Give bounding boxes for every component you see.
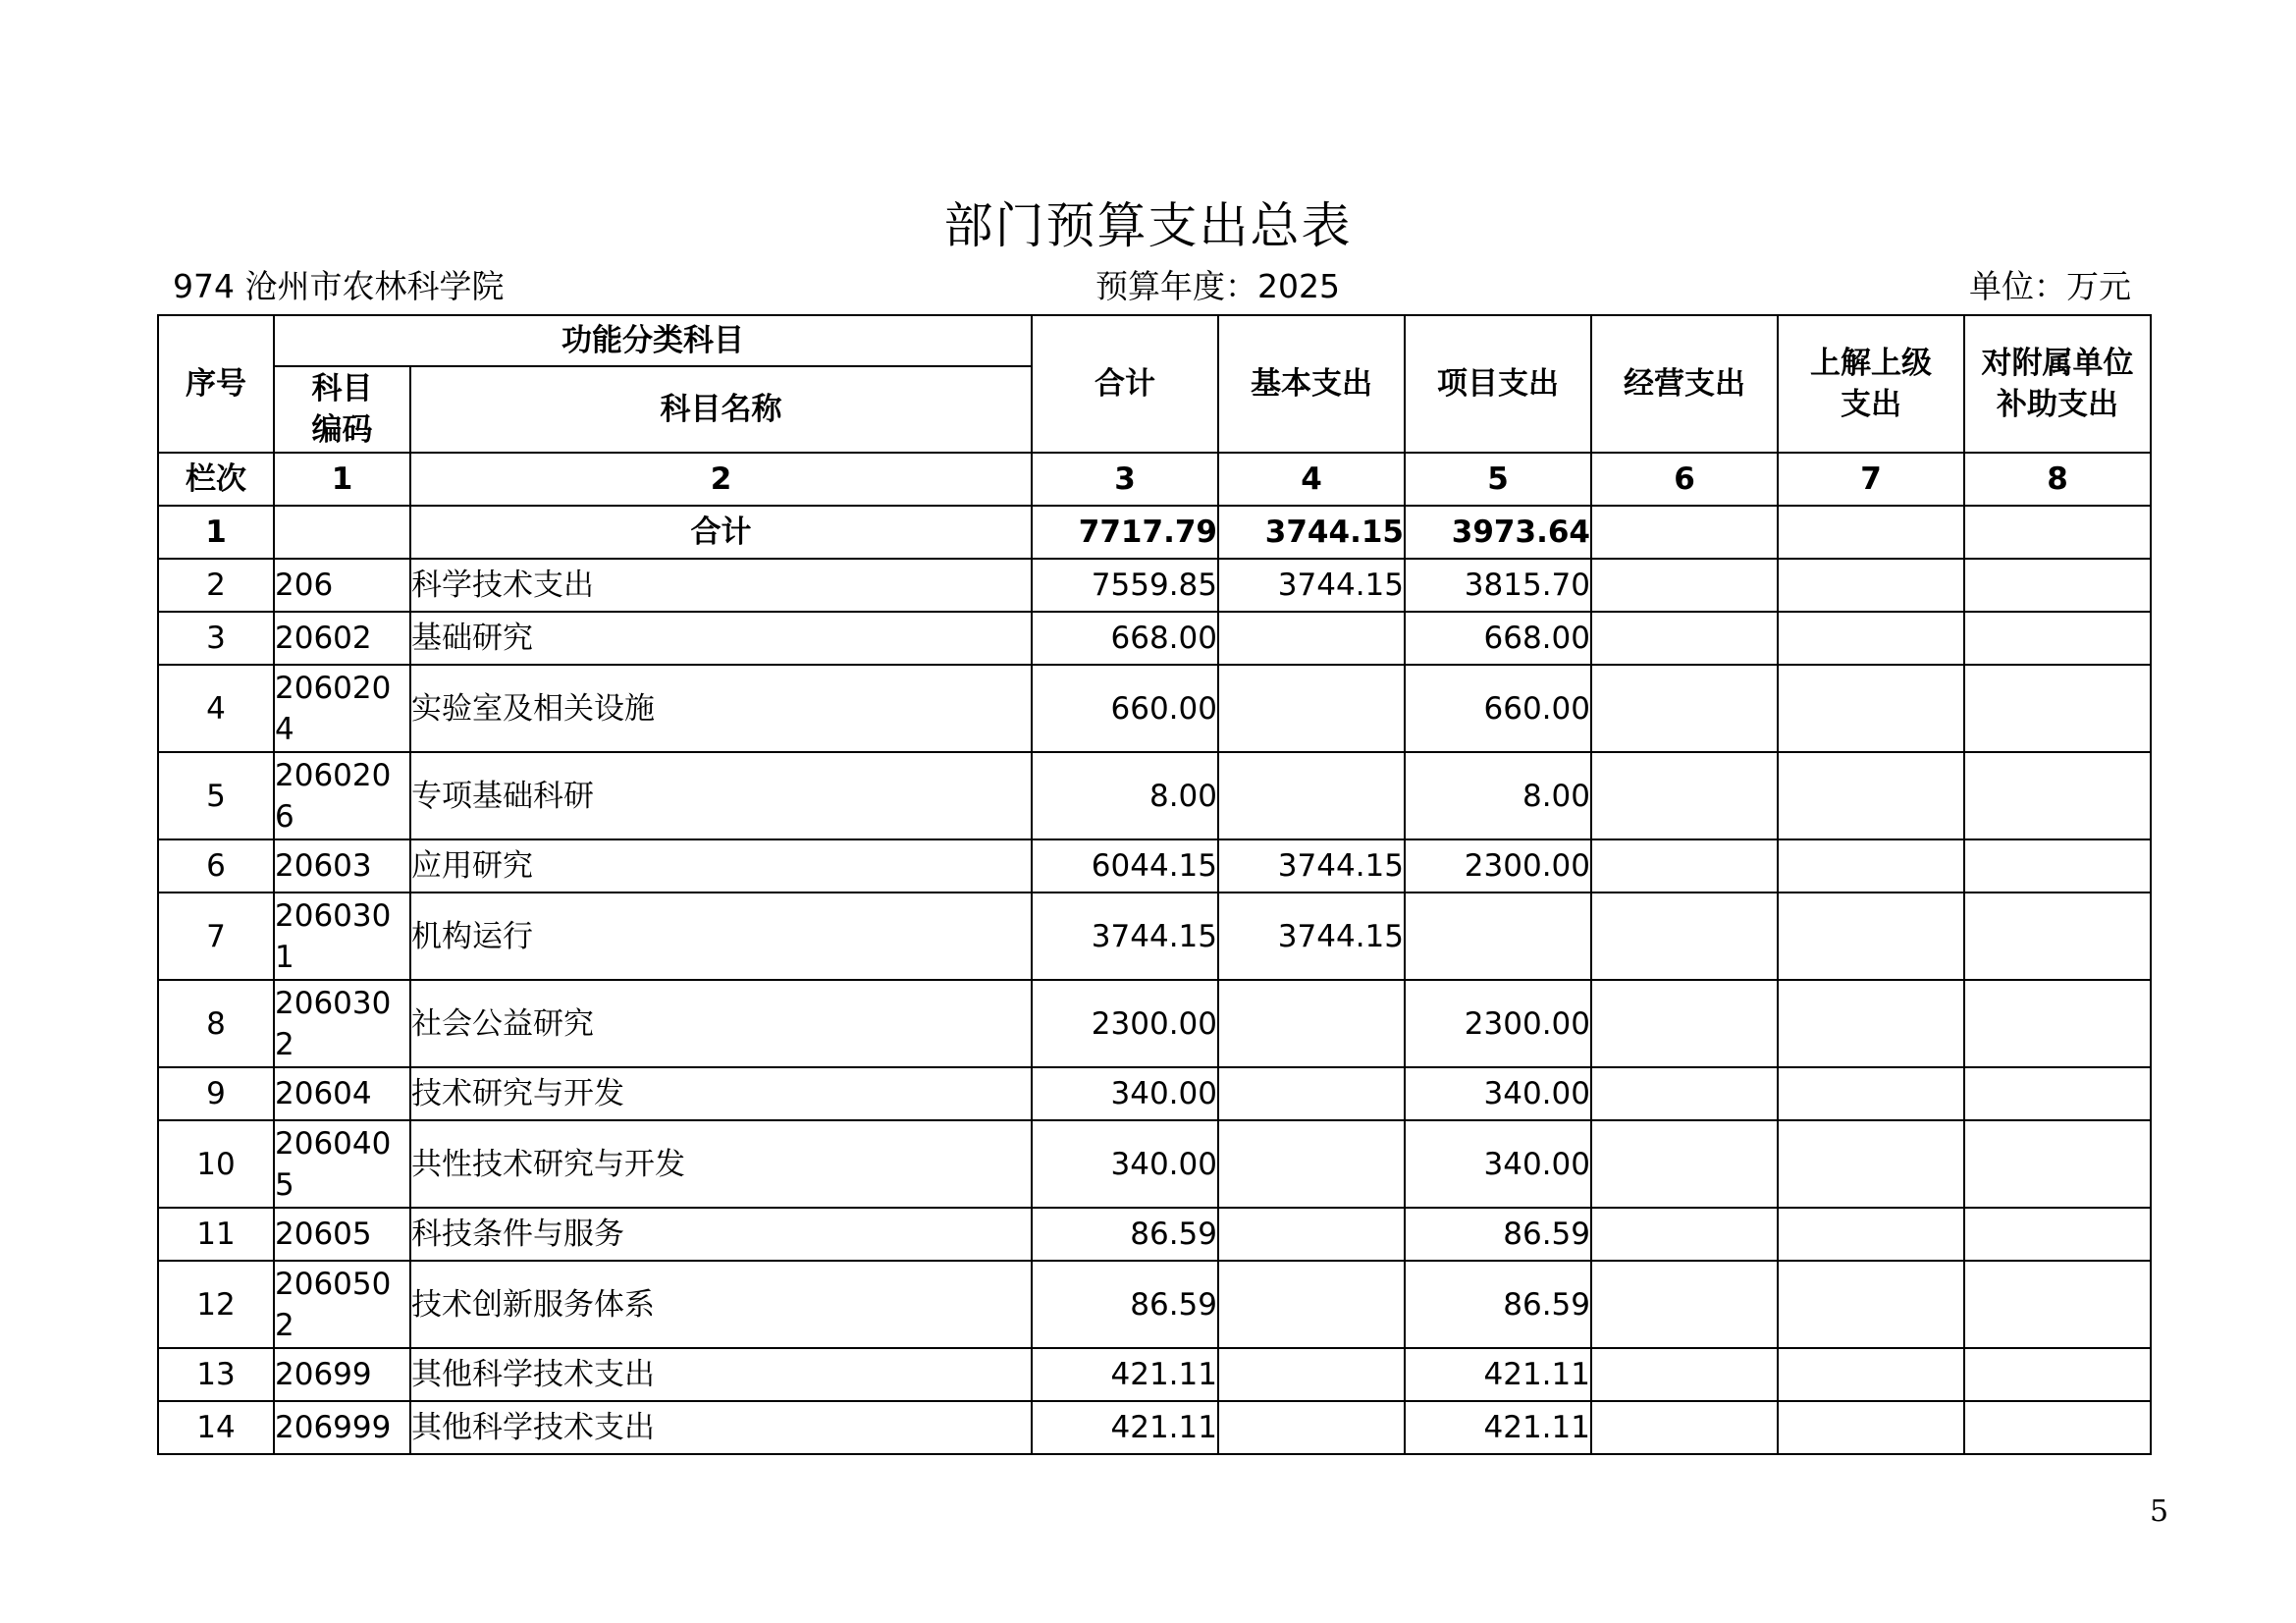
- subsidy-cell: [1964, 752, 2151, 839]
- subject-name-cell: 其他科学技术支出: [410, 1348, 1032, 1401]
- project-expenditure-cell: 668.00: [1405, 612, 1591, 665]
- header-subsidy-to-affiliates: 对附属单位补助支出: [1964, 315, 2151, 453]
- basic-expenditure-cell: 3744.15: [1218, 559, 1405, 612]
- colnum-cell: 栏次: [158, 453, 274, 506]
- project-expenditure-cell: 8.00: [1405, 752, 1591, 839]
- seq-cell: 6: [158, 839, 274, 893]
- subject-code-cell: 20699: [274, 1348, 410, 1401]
- subject-name-cell: 基础研究: [410, 612, 1032, 665]
- seq-cell: 7: [158, 893, 274, 980]
- total-cell: 86.59: [1032, 1261, 1218, 1348]
- remit-cell: [1778, 752, 1964, 839]
- subsidy-cell: [1964, 665, 2151, 752]
- total-cell: 421.11: [1032, 1348, 1218, 1401]
- subject-code-cell: 20603: [274, 839, 410, 893]
- subject-name-cell: 其他科学技术支出: [410, 1401, 1032, 1454]
- subsidy-cell: [1964, 1208, 2151, 1261]
- subject-name-cell: 合计: [410, 506, 1032, 559]
- total-cell: 3744.15: [1032, 893, 1218, 980]
- subject-name-cell: 技术创新服务体系: [410, 1261, 1032, 1348]
- basic-expenditure-cell: [1218, 1348, 1405, 1401]
- header-seq: 序号: [158, 315, 274, 453]
- remit-cell: [1778, 1348, 1964, 1401]
- subject-code-cell: 2060204: [274, 665, 410, 752]
- header-total: 合计: [1032, 315, 1218, 453]
- operating-expenditure-cell: [1591, 1120, 1778, 1208]
- operating-expenditure-cell: [1591, 1348, 1778, 1401]
- operating-expenditure-cell: [1591, 752, 1778, 839]
- remit-cell: [1778, 1261, 1964, 1348]
- project-expenditure-cell: [1405, 893, 1591, 980]
- total-cell: 7717.79: [1032, 506, 1218, 559]
- basic-expenditure-cell: [1218, 612, 1405, 665]
- table-row: [158, 980, 2151, 1067]
- header-subject-name: 科目名称: [410, 366, 1032, 453]
- table-row: [158, 752, 2151, 839]
- project-expenditure-cell: 3973.64: [1405, 506, 1591, 559]
- basic-expenditure-cell: [1218, 1067, 1405, 1120]
- operating-expenditure-cell: [1591, 559, 1778, 612]
- table-body: [158, 453, 2151, 1454]
- operating-expenditure-cell: [1591, 1067, 1778, 1120]
- subsidy-cell: [1964, 1067, 2151, 1120]
- seq-cell: 11: [158, 1208, 274, 1261]
- project-expenditure-cell: 86.59: [1405, 1261, 1591, 1348]
- seq-cell: 4: [158, 665, 274, 752]
- subject-code-cell: 2060206: [274, 752, 410, 839]
- subject-code-cell: 2060405: [274, 1120, 410, 1208]
- header-subject-code: 科目编码: [274, 366, 410, 453]
- basic-expenditure-cell: [1218, 1261, 1405, 1348]
- operating-expenditure-cell: [1591, 1401, 1778, 1454]
- colnum-cell: 1: [274, 453, 410, 506]
- table-row: [158, 839, 2151, 893]
- subject-code-cell: 2060302: [274, 980, 410, 1067]
- project-expenditure-cell: 340.00: [1405, 1067, 1591, 1120]
- basic-expenditure-cell: [1218, 1401, 1405, 1454]
- basic-expenditure-cell: [1218, 665, 1405, 752]
- header-remit-to-superior: 上解上级支出: [1778, 315, 1964, 453]
- subject-name-cell: 共性技术研究与开发: [410, 1120, 1032, 1208]
- table-row: [158, 506, 2151, 559]
- page-number: 5: [2150, 1494, 2169, 1529]
- subject-name-cell: 应用研究: [410, 839, 1032, 893]
- total-cell: 6044.15: [1032, 839, 1218, 893]
- table-row: [158, 1261, 2151, 1348]
- colnum-cell: 8: [1964, 453, 2151, 506]
- subsidy-cell: [1964, 559, 2151, 612]
- remit-cell: [1778, 839, 1964, 893]
- table-row: [158, 1120, 2151, 1208]
- operating-expenditure-cell: [1591, 839, 1778, 893]
- subject-code-cell: [274, 506, 410, 559]
- unit-label: 单位：万元: [1969, 267, 2131, 305]
- subject-name-cell: 科技条件与服务: [410, 1208, 1032, 1261]
- project-expenditure-cell: 3815.70: [1405, 559, 1591, 612]
- table-row: [158, 559, 2151, 612]
- budget-year-label: 预算年度：2025: [1095, 267, 1340, 305]
- header-operating-expenditure: 经营支出: [1591, 315, 1778, 453]
- seq-cell: 1: [158, 506, 274, 559]
- total-cell: 668.00: [1032, 612, 1218, 665]
- table-row: [158, 893, 2151, 980]
- table-row: [158, 612, 2151, 665]
- remit-cell: [1778, 665, 1964, 752]
- subject-code-cell: 206999: [274, 1401, 410, 1454]
- subject-name-cell: 机构运行: [410, 893, 1032, 980]
- colnum-cell: 3: [1032, 453, 1218, 506]
- subject-code-cell: 20605: [274, 1208, 410, 1261]
- seq-cell: 8: [158, 980, 274, 1067]
- operating-expenditure-cell: [1591, 1261, 1778, 1348]
- header-function-category: 功能分类科目: [274, 315, 1032, 366]
- subject-code-cell: 20602: [274, 612, 410, 665]
- total-cell: 421.11: [1032, 1401, 1218, 1454]
- subsidy-cell: [1964, 1120, 2151, 1208]
- operating-expenditure-cell: [1591, 665, 1778, 752]
- colnum-cell: 2: [410, 453, 1032, 506]
- colnum-cell: 5: [1405, 453, 1591, 506]
- subsidy-cell: [1964, 1261, 2151, 1348]
- project-expenditure-cell: 421.11: [1405, 1401, 1591, 1454]
- subsidy-cell: [1964, 980, 2151, 1067]
- budget-expenditure-table: [157, 314, 2152, 1455]
- project-expenditure-cell: 2300.00: [1405, 980, 1591, 1067]
- operating-expenditure-cell: [1591, 506, 1778, 559]
- page-title: 部门预算支出总表: [943, 197, 1353, 254]
- colnum-cell: 7: [1778, 453, 1964, 506]
- subsidy-cell: [1964, 1348, 2151, 1401]
- total-cell: 2300.00: [1032, 980, 1218, 1067]
- header-project-expenditure: 项目支出: [1405, 315, 1591, 453]
- operating-expenditure-cell: [1591, 1208, 1778, 1261]
- seq-cell: 2: [158, 559, 274, 612]
- operating-expenditure-cell: [1591, 893, 1778, 980]
- subsidy-cell: [1964, 612, 2151, 665]
- table-row: [158, 1348, 2151, 1401]
- seq-cell: 9: [158, 1067, 274, 1120]
- project-expenditure-cell: 660.00: [1405, 665, 1591, 752]
- total-cell: 86.59: [1032, 1208, 1218, 1261]
- total-cell: 340.00: [1032, 1067, 1218, 1120]
- subsidy-cell: [1964, 893, 2151, 980]
- table-row: [158, 1067, 2151, 1120]
- header-basic-expenditure: 基本支出: [1218, 315, 1405, 453]
- total-cell: 660.00: [1032, 665, 1218, 752]
- operating-expenditure-cell: [1591, 612, 1778, 665]
- remit-cell: [1778, 980, 1964, 1067]
- column-number-row: [158, 453, 2151, 506]
- project-expenditure-cell: 86.59: [1405, 1208, 1591, 1261]
- organization-label: 974 沧州市农林科学院: [173, 267, 505, 305]
- project-expenditure-cell: 421.11: [1405, 1348, 1591, 1401]
- remit-cell: [1778, 1067, 1964, 1120]
- subject-code-cell: 206: [274, 559, 410, 612]
- table-row: [158, 665, 2151, 752]
- subject-name-cell: 科学技术支出: [410, 559, 1032, 612]
- seq-cell: 13: [158, 1348, 274, 1401]
- subject-code-cell: 2060301: [274, 893, 410, 980]
- remit-cell: [1778, 612, 1964, 665]
- subject-name-cell: 技术研究与开发: [410, 1067, 1032, 1120]
- seq-cell: 3: [158, 612, 274, 665]
- subject-code-cell: 20604: [274, 1067, 410, 1120]
- remit-cell: [1778, 1208, 1964, 1261]
- remit-cell: [1778, 559, 1964, 612]
- total-cell: 8.00: [1032, 752, 1218, 839]
- seq-cell: 10: [158, 1120, 274, 1208]
- seq-cell: 14: [158, 1401, 274, 1454]
- table-row: [158, 1208, 2151, 1261]
- subject-name-cell: 专项基础科研: [410, 752, 1032, 839]
- operating-expenditure-cell: [1591, 980, 1778, 1067]
- remit-cell: [1778, 506, 1964, 559]
- subsidy-cell: [1964, 506, 2151, 559]
- basic-expenditure-cell: 3744.15: [1218, 506, 1405, 559]
- colnum-cell: 4: [1218, 453, 1405, 506]
- total-cell: 7559.85: [1032, 559, 1218, 612]
- subsidy-cell: [1964, 839, 2151, 893]
- total-cell: 340.00: [1032, 1120, 1218, 1208]
- subsidy-cell: [1964, 1401, 2151, 1454]
- project-expenditure-cell: 340.00: [1405, 1120, 1591, 1208]
- basic-expenditure-cell: [1218, 752, 1405, 839]
- basic-expenditure-cell: [1218, 1120, 1405, 1208]
- seq-cell: 12: [158, 1261, 274, 1348]
- remit-cell: [1778, 1401, 1964, 1454]
- remit-cell: [1778, 1120, 1964, 1208]
- subject-name-cell: 实验室及相关设施: [410, 665, 1032, 752]
- basic-expenditure-cell: 3744.15: [1218, 893, 1405, 980]
- basic-expenditure-cell: [1218, 980, 1405, 1067]
- project-expenditure-cell: 2300.00: [1405, 839, 1591, 893]
- subject-code-cell: 2060502: [274, 1261, 410, 1348]
- remit-cell: [1778, 893, 1964, 980]
- table-row: [158, 1401, 2151, 1454]
- basic-expenditure-cell: 3744.15: [1218, 839, 1405, 893]
- seq-cell: 5: [158, 752, 274, 839]
- colnum-cell: 6: [1591, 453, 1778, 506]
- subject-name-cell: 社会公益研究: [410, 980, 1032, 1067]
- basic-expenditure-cell: [1218, 1208, 1405, 1261]
